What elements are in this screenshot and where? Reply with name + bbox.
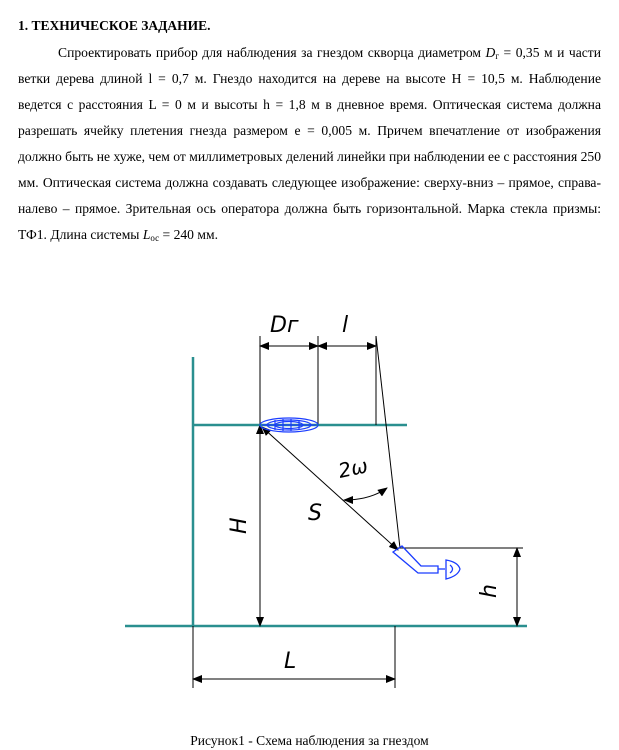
sight-lines [262, 336, 400, 550]
section-heading: 1. ТЕХНИЧЕСКОЕ ЗАДАНИЕ. [18, 18, 211, 33]
label-H: H [227, 517, 252, 534]
dimension-lines [193, 346, 517, 679]
label-l: l [342, 313, 349, 338]
sight-line-S [262, 427, 398, 550]
loc-symbol: L [142, 227, 151, 242]
paragraph-part-3: = 240 мм. [159, 227, 218, 242]
sight-line-branch-end [376, 336, 400, 548]
label-S: S [308, 501, 322, 526]
label-L: L [284, 649, 297, 674]
paragraph-part-1: Спроектировать прибор для наблюдения за гнездом скворца диаметром [58, 45, 486, 60]
paragraph-part-2: = 0,35 м и части ветки дерева длиной l = 0,7 м. Гнездо находится на дереве на высоте H = 10,5 м. Наблюдение ведется с расстояния L = 0 м и высоты h = 1,8 м в дневное время. Оптическая система должна разрешать ячейку плетения гнезда размером е = 0,005 м. Причем впечатление от изображения должно быть не хуже, чем от миллиметровых делений линейки при наблюдении ее с расстояния 250 мм. Оптическая система должна создавать следующее изображение: сверху-вниз – прямое, справа-налево – прямое. Зрительная ось оператора должна быть горизонтальной. Марка стекла призмы: ТФ1. Длина системы [18, 45, 601, 242]
dg-subscript: г [495, 51, 500, 61]
nest-icon [260, 418, 318, 432]
label-h: h [477, 584, 502, 598]
label-dg: Dг [270, 313, 299, 338]
dg-symbol: D [485, 45, 496, 60]
observation-device-icon [393, 546, 460, 579]
label-angle: 2ω [336, 453, 370, 483]
angle-arc [344, 488, 387, 500]
figure-caption: Рисунок1 - Схема наблюдения за гнездом [190, 733, 429, 748]
tree-structure [125, 357, 527, 626]
extension-lines [193, 336, 523, 688]
loc-subscript: ос [150, 233, 160, 243]
